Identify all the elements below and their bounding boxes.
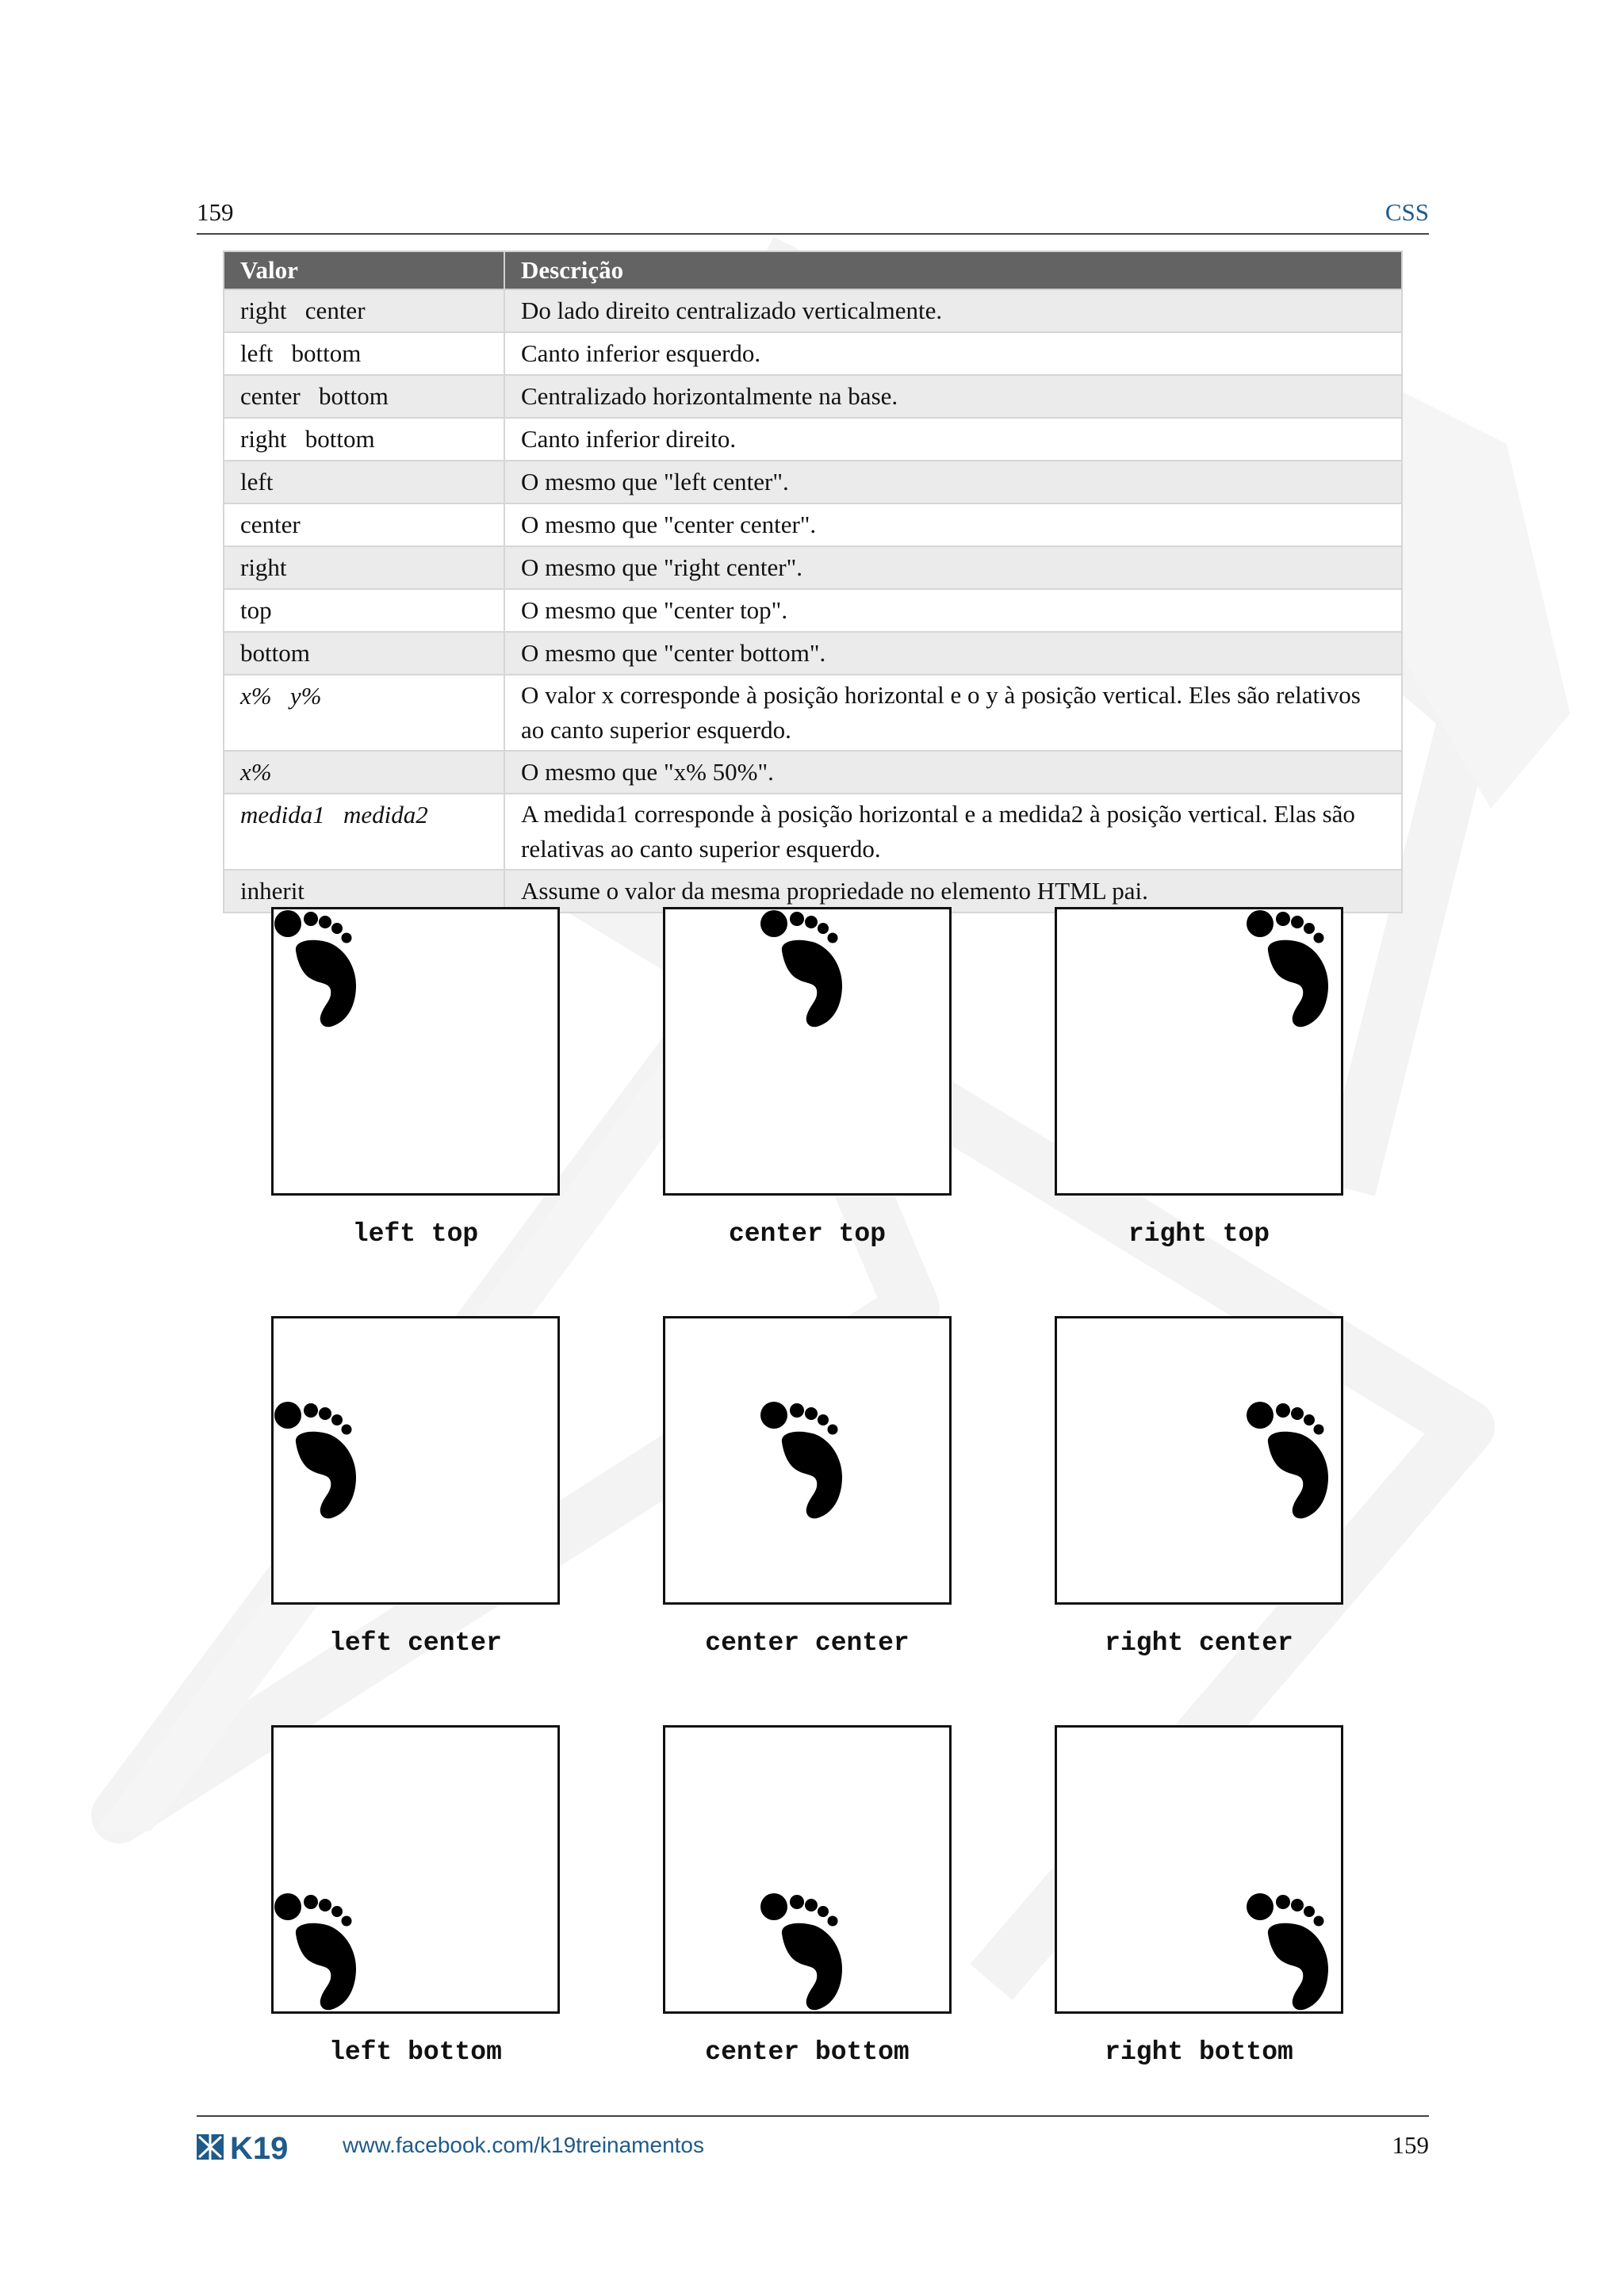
caption-left-top: left top [352, 1219, 479, 1249]
demo-box-center-top [663, 907, 952, 1196]
row-value: top [224, 589, 504, 632]
row-description: O mesmo que "center bottom". [504, 632, 1402, 675]
row-value: right bottom [224, 418, 504, 461]
header-valor: Valor [224, 251, 504, 289]
table-row [224, 546, 1402, 589]
k19-logo [197, 2131, 324, 2163]
table-row [224, 332, 1402, 375]
table-row [224, 870, 1402, 913]
caption-center-top: center top [728, 1219, 887, 1249]
row-description: O mesmo que "left center". [504, 461, 1402, 503]
table-row [224, 503, 1402, 546]
demo-box-right-top [1055, 907, 1343, 1196]
values-table [223, 251, 1403, 913]
facebook-link[interactable]: www.facebook.com/k19treinamentos [343, 2133, 704, 2157]
page-footer [197, 2115, 1429, 2164]
table-row [224, 751, 1402, 794]
row-value: center bottom [224, 375, 504, 418]
row-value: right [224, 546, 504, 589]
row-value: inherit [224, 870, 504, 913]
table-header-row [224, 251, 1402, 289]
row-value: left bottom [224, 332, 504, 375]
footprint-icon [760, 909, 855, 1028]
footprint-icon [1246, 1892, 1341, 2011]
row-description: Do lado direito centralizado verticalmente. [504, 289, 1402, 332]
demo-box-center-center [663, 1316, 952, 1605]
row-description: Centralizado horizontalmente na base. [504, 375, 1402, 418]
row-description: O valor x corresponde à posição horizontal e o y à posição vertical. Eles são relativos ao canto superior esquerdo. [504, 675, 1402, 751]
table-row [224, 589, 1402, 632]
row-description: Canto inferior esquerdo. [504, 332, 1402, 375]
demo-box-left-top [271, 907, 560, 1196]
row-description: O mesmo que "center top". [504, 589, 1402, 632]
row-value: center [224, 503, 504, 546]
caption-right-bottom: right bottom [1105, 2038, 1293, 2067]
table-row [224, 289, 1402, 332]
footprint-icon [274, 1401, 369, 1520]
row-value: right center [224, 289, 504, 332]
row-value: x% [224, 751, 504, 794]
table-row [224, 418, 1402, 461]
table-row [224, 632, 1402, 675]
caption-left-center: left center [329, 1628, 502, 1658]
row-value: x% y% [224, 675, 504, 751]
row-value: left [224, 461, 504, 503]
row-description: O mesmo que "center center". [504, 503, 1402, 546]
row-description: Assume o valor da mesma propriedade no elemento HTML pai. [504, 870, 1402, 913]
caption-right-top: right top [1128, 1219, 1270, 1249]
caption-center-center: center center [705, 1628, 910, 1658]
row-value: bottom [224, 632, 504, 675]
page-header [197, 195, 1429, 235]
demo-box-right-center [1055, 1316, 1343, 1605]
row-description: O mesmo que "x% 50%". [504, 751, 1402, 794]
footprint-icon [274, 1892, 369, 2011]
footprint-icon [274, 909, 369, 1028]
svg-text:K19: K19 [230, 2131, 289, 2163]
row-description: Canto inferior direito. [504, 418, 1402, 461]
table-row [224, 461, 1402, 503]
footprint-icon [1246, 1401, 1341, 1520]
page-number-bottom: 159 [1392, 2131, 1429, 2159]
row-description: A medida1 corresponde à posição horizontal e a medida2 à posição vertical. Elas são relativas ao canto superior esquerdo. [504, 794, 1402, 870]
demo-box-left-center [271, 1316, 560, 1605]
table-row [224, 794, 1402, 870]
row-description: O mesmo que "right center". [504, 546, 1402, 589]
footprint-icon [760, 1892, 855, 2011]
chapter-title: CSS [1385, 198, 1429, 226]
table-row [224, 375, 1402, 418]
caption-center-bottom: center bottom [705, 2038, 910, 2067]
demo-box-left-bottom [271, 1725, 560, 2014]
demo-box-center-bottom [663, 1725, 952, 2014]
caption-right-center: right center [1105, 1628, 1293, 1658]
page-number-top: 159 [197, 198, 234, 226]
table-row [224, 675, 1402, 751]
demo-box-right-bottom [1055, 1725, 1343, 2014]
caption-left-bottom: left bottom [329, 2038, 502, 2067]
footprint-icon [1246, 909, 1341, 1028]
footprint-icon [760, 1401, 855, 1520]
row-value: medida1 medida2 [224, 794, 504, 870]
header-descricao: Descrição [504, 251, 1402, 289]
